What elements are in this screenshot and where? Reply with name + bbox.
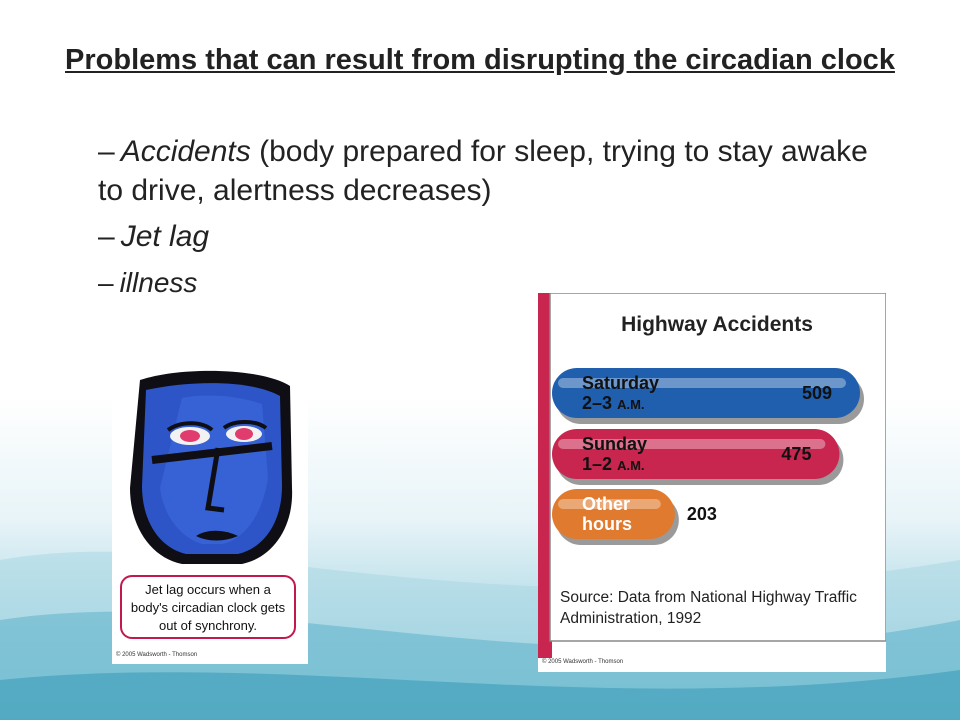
bullet-dash: – [98, 220, 115, 253]
bar-label-line2 [582, 454, 647, 476]
bar-label-suffix: A.M. [617, 397, 645, 412]
bar-label-time: hours [582, 514, 633, 534]
bar-label-line1: Sunday [582, 434, 648, 454]
bar-value-saturday: 509 [802, 383, 833, 403]
bullet-dash: – [98, 135, 115, 168]
bullet-list [98, 132, 898, 309]
bar-label-time: 1–2 [582, 454, 613, 474]
bar-label-saturday [582, 373, 659, 415]
bar-label-line2 [582, 514, 632, 534]
face-copyright: © 2005 Wadsworth - Thomson [116, 652, 198, 658]
bar-label-sunday [582, 434, 647, 476]
bullet-dash: – [98, 267, 114, 298]
bar-label-line1: Saturday [582, 373, 660, 393]
bar-label-line1: Other [582, 494, 631, 514]
bar-label-time: 2–3 [582, 393, 613, 413]
bar-value-sunday: 475 [781, 444, 812, 464]
bullet-accidents [98, 132, 898, 210]
bullet-emphasis: Accidents [120, 135, 251, 168]
chart-copyright: © 2005 Wadsworth - Thomson [542, 659, 624, 665]
bullet-emphasis: Jet lag [120, 220, 210, 253]
bar-label-other [582, 494, 632, 534]
bullet-jet-lag [98, 217, 898, 256]
highway-accidents-chart [538, 293, 886, 672]
bar-label-line2 [582, 393, 659, 415]
chart-title: Highway Accidents [621, 313, 813, 336]
face-caption: Jet lag occurs when a body's circadian clock gets out of synchrony. [120, 575, 296, 639]
bullet-text: (body prepared for sleep, trying to stay awake to drive, alertness decreases) [98, 135, 868, 207]
bar-value-other: 203 [686, 504, 717, 524]
jet-lag-face-figure [112, 368, 308, 664]
slide-title: Problems that can result from disrupting the circadian clock [65, 44, 895, 76]
bar-label-suffix: A.M. [617, 458, 645, 473]
bullet-emphasis: illness [119, 267, 198, 298]
chart-source: Source: Data from National Highway Traffic Administration, 1992 [560, 589, 857, 627]
